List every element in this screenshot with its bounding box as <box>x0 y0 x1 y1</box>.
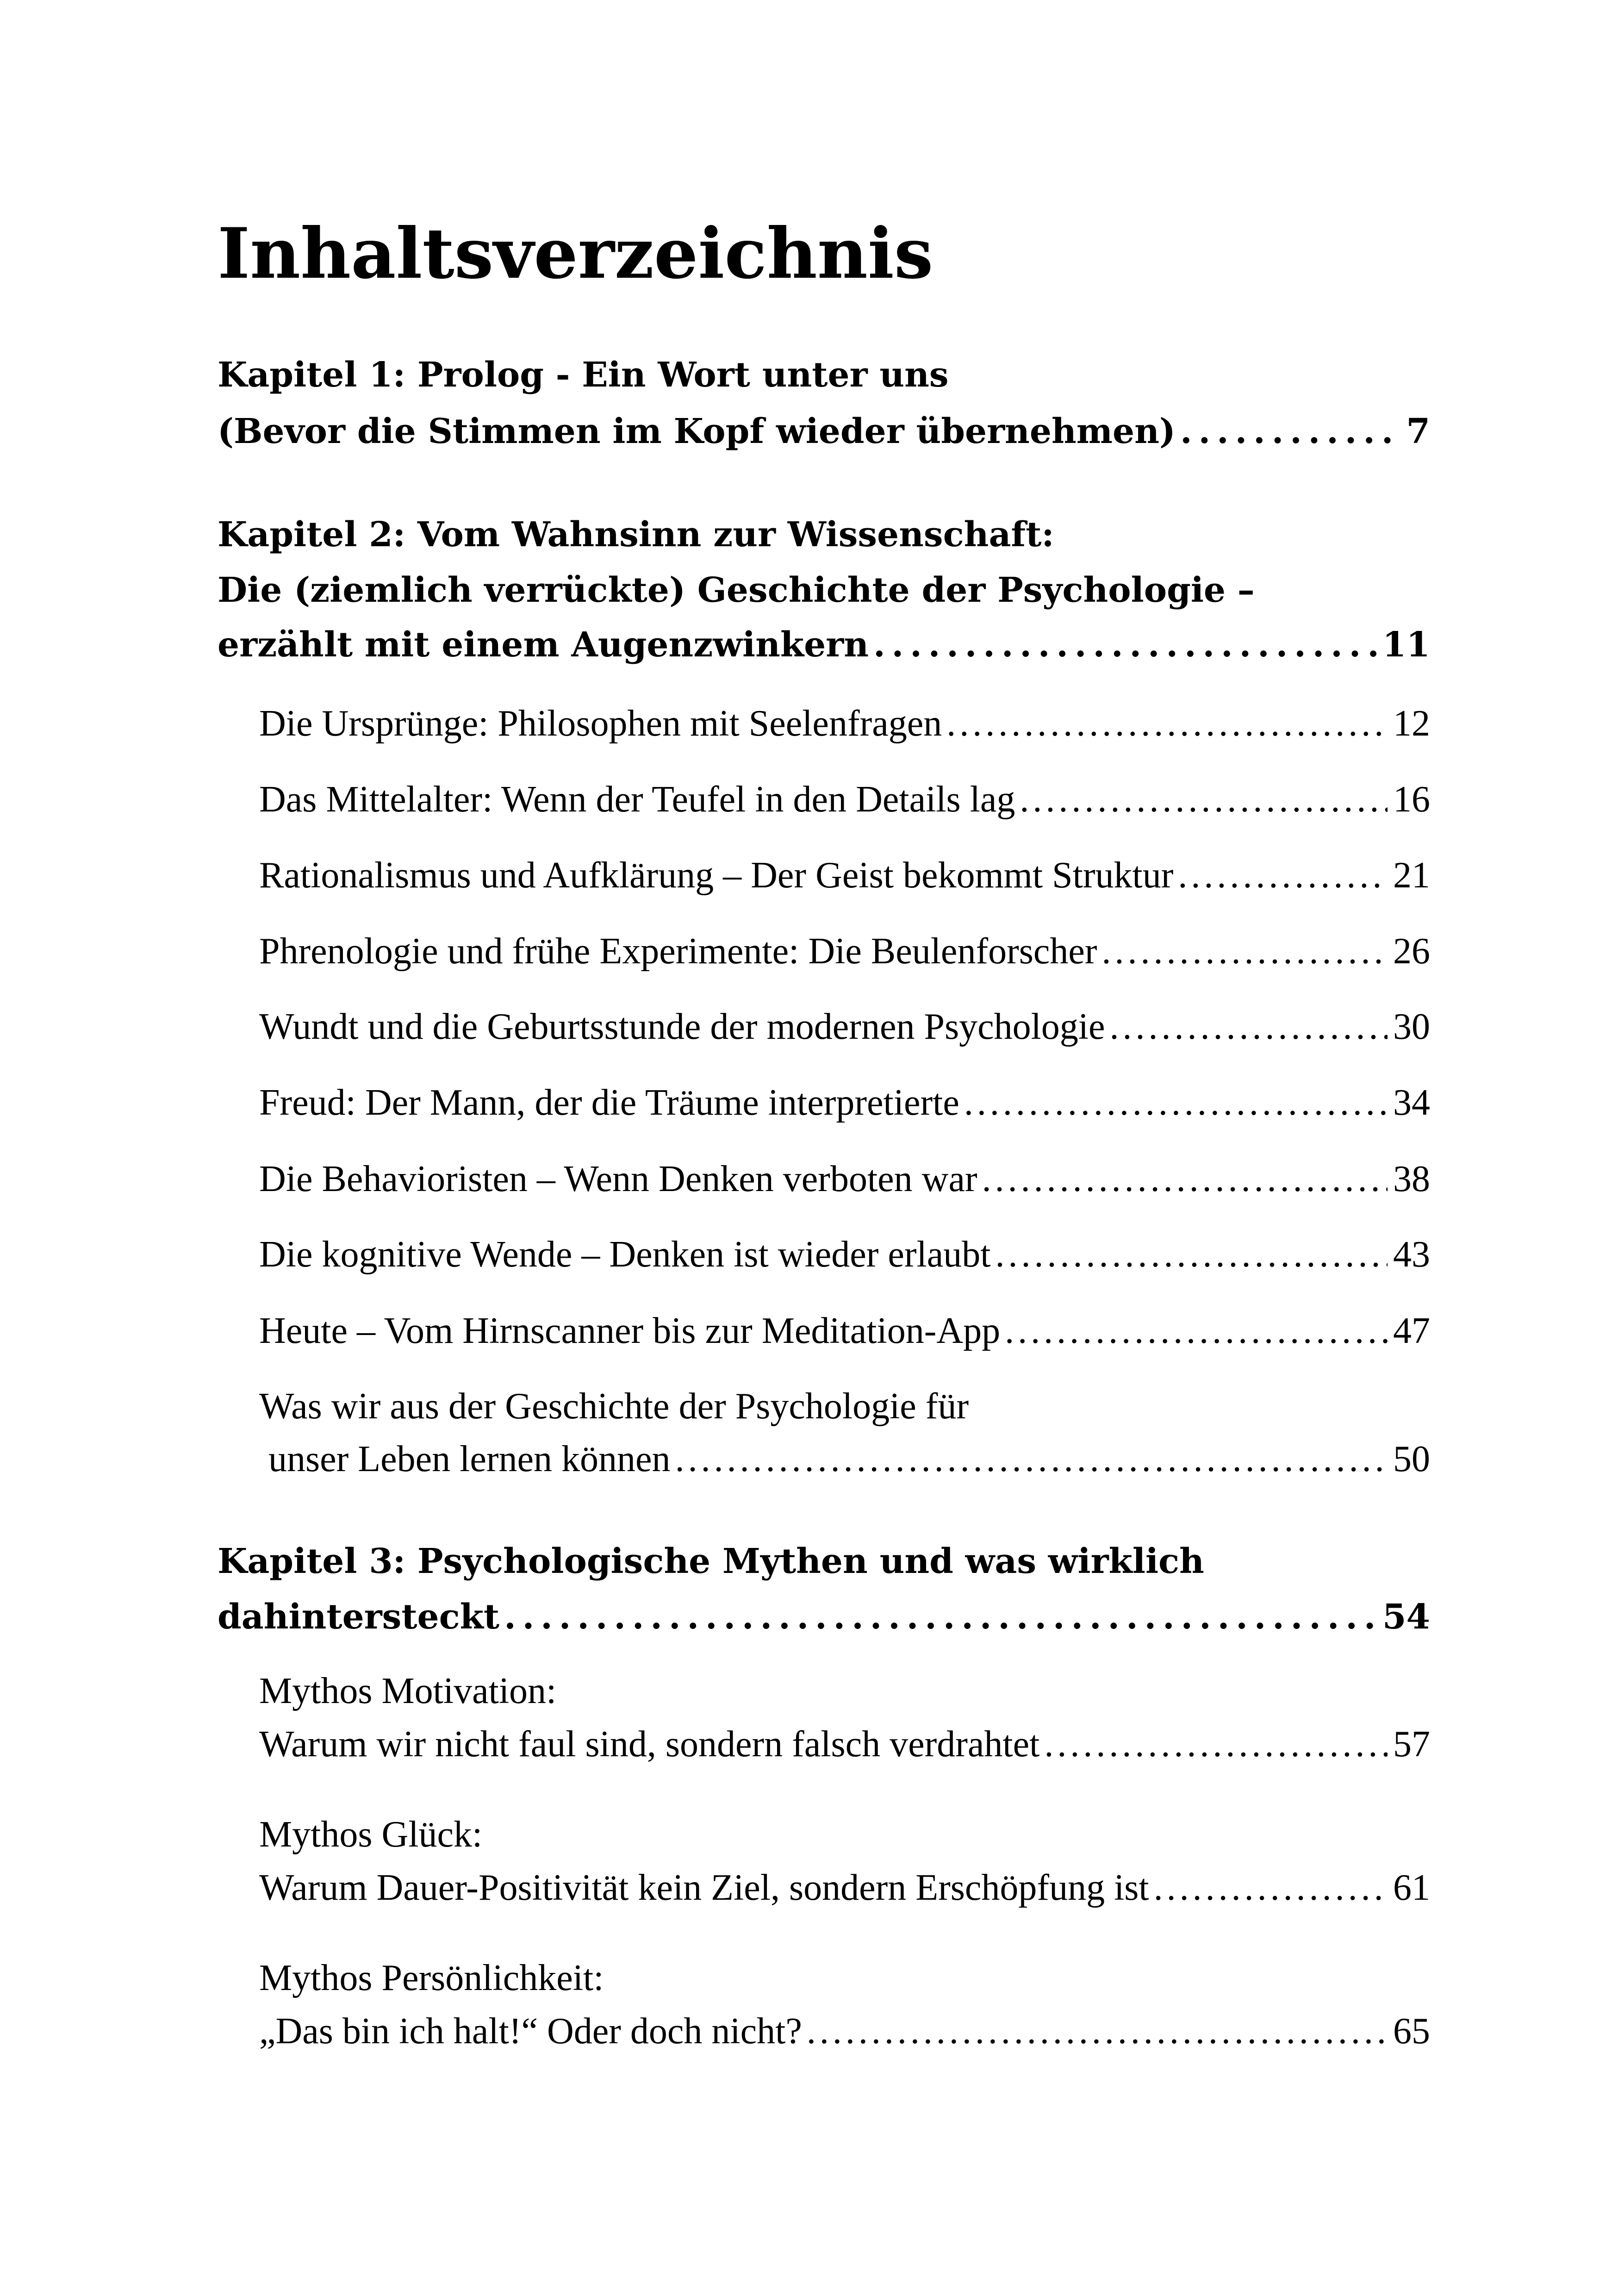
section-title-line-1: Mythos Glück: <box>259 1814 483 1855</box>
section-title-line-2: „Das bin ich halt!“ Oder doch nicht? <box>259 2011 802 2052</box>
section-title-line-2: Warum Dauer-Positivität kein Ziel, sondern Erschöpfung ist <box>259 1867 1149 1908</box>
section-page-number: 12 <box>1393 703 1430 744</box>
section-title: Die Behavioristen – Wenn Denken verboten war <box>259 1159 977 1199</box>
section-title: Das Mittelalter: Wenn der Teufel in den Details lag <box>259 779 1015 820</box>
toc-section-entry[interactable] <box>259 774 1430 825</box>
section-page-number: 57 <box>1393 1724 1430 1765</box>
section-page-number: 30 <box>1393 1006 1430 1047</box>
dot-leader <box>1044 1719 1388 1770</box>
section-page-number: 47 <box>1393 1310 1430 1351</box>
section-title: Rationalismus und Aufklärung – Der Geist bekommt Struktur <box>259 855 1174 896</box>
toc-section-entry[interactable] <box>268 1434 1430 1485</box>
chapter-3-entry[interactable] <box>218 1591 1430 1642</box>
toc-section-entry[interactable] <box>259 1305 1430 1356</box>
section-page-number: 34 <box>1393 1082 1430 1123</box>
dot-leader <box>1154 1862 1388 1913</box>
section-page-number: 50 <box>1393 1439 1430 1479</box>
toc-section-entry[interactable] <box>259 2006 1430 2057</box>
chapter-2-entry[interactable] <box>218 619 1430 670</box>
dot-leader <box>996 1229 1388 1280</box>
section-title: Heute – Vom Hirnscanner bis zur Meditation-App <box>259 1310 1001 1351</box>
toc-section-entry[interactable] <box>259 1229 1430 1280</box>
section-title: Phrenologie und frühe Experimente: Die Beulenforscher <box>259 931 1097 972</box>
toc-section-entry[interactable] <box>259 1077 1430 1128</box>
dot-leader <box>1005 1305 1388 1356</box>
section-title: Die kognitive Wende – Denken ist wieder erlaubt <box>259 1234 991 1275</box>
chapter-1-page-number: 7 <box>1406 412 1430 451</box>
dot-leader <box>807 2006 1388 2057</box>
toc-section-entry[interactable] <box>259 698 1430 749</box>
chapter-1-title-line-2: (Bevor die Stimmen im Kopf wieder übernehmen) <box>218 412 1176 451</box>
section-page-number: 21 <box>1393 855 1430 896</box>
toc-section-entry[interactable] <box>259 926 1430 977</box>
dot-leader <box>1178 850 1388 901</box>
section-title-line-1: Was wir aus der Geschichte der Psychologie für <box>259 1386 969 1427</box>
section-title-line-2: Warum wir nicht faul sind, sondern falsch verdrahtet <box>259 1724 1040 1765</box>
dot-leader <box>946 698 1388 749</box>
dot-leader <box>1102 926 1388 977</box>
chapter-2-title-line-3: erzählt mit einem Augenzwinkern <box>218 625 869 665</box>
dot-leader <box>504 1591 1377 1642</box>
section-page-number: 65 <box>1393 2011 1430 2052</box>
section-page-number: 26 <box>1393 931 1430 972</box>
chapter-1-entry[interactable] <box>218 406 1430 457</box>
section-title-line-2: unser Leben lernen können <box>268 1439 671 1479</box>
section-page-number: 16 <box>1393 779 1430 820</box>
section-title: Freud: Der Mann, der die Träume interpretierte <box>259 1082 959 1123</box>
toc-section-entry[interactable] <box>259 1719 1430 1770</box>
chapter-3-page-number: 54 <box>1382 1597 1430 1637</box>
dot-leader <box>1020 774 1388 825</box>
toc-section-entry[interactable] <box>259 1001 1430 1052</box>
section-title-line-1: Mythos Persönlichkeit: <box>259 1958 604 1998</box>
dot-leader <box>1180 406 1401 457</box>
dot-leader <box>873 619 1377 670</box>
section-page-number: 61 <box>1393 1867 1430 1908</box>
toc-section-entry[interactable] <box>259 1862 1430 1913</box>
chapter-3-title-line-1: Kapitel 3: Psychologische Mythen und was wirklich <box>218 1541 1204 1581</box>
dot-leader <box>675 1434 1388 1485</box>
section-page-number: 38 <box>1393 1159 1430 1199</box>
chapter-2-page-number: 11 <box>1382 625 1430 665</box>
dot-leader <box>982 1154 1388 1204</box>
page-title: Inhaltsverzeichnis <box>218 213 933 294</box>
section-title-line-1: Mythos Motivation: <box>259 1671 557 1711</box>
dot-leader <box>964 1077 1388 1128</box>
toc-section-entry[interactable] <box>259 850 1430 901</box>
dot-leader <box>1110 1001 1388 1052</box>
toc-section-entry[interactable] <box>259 1154 1430 1204</box>
section-page-number: 43 <box>1393 1234 1430 1275</box>
chapter-1-title-line-1: Kapitel 1: Prolog - Ein Wort unter uns <box>218 355 949 395</box>
chapter-2-title-line-1: Kapitel 2: Vom Wahnsinn zur Wissenschaft: <box>218 515 1054 555</box>
section-title: Die Ursprünge: Philosophen mit Seelenfragen <box>259 703 942 744</box>
chapter-3-title-line-2: dahintersteckt <box>218 1597 500 1637</box>
section-title: Wundt und die Geburtsstunde der modernen Psychologie <box>259 1006 1105 1047</box>
chapter-2-title-line-2: Die (ziemlich verrückte) Geschichte der Psychologie – <box>218 570 1255 610</box>
